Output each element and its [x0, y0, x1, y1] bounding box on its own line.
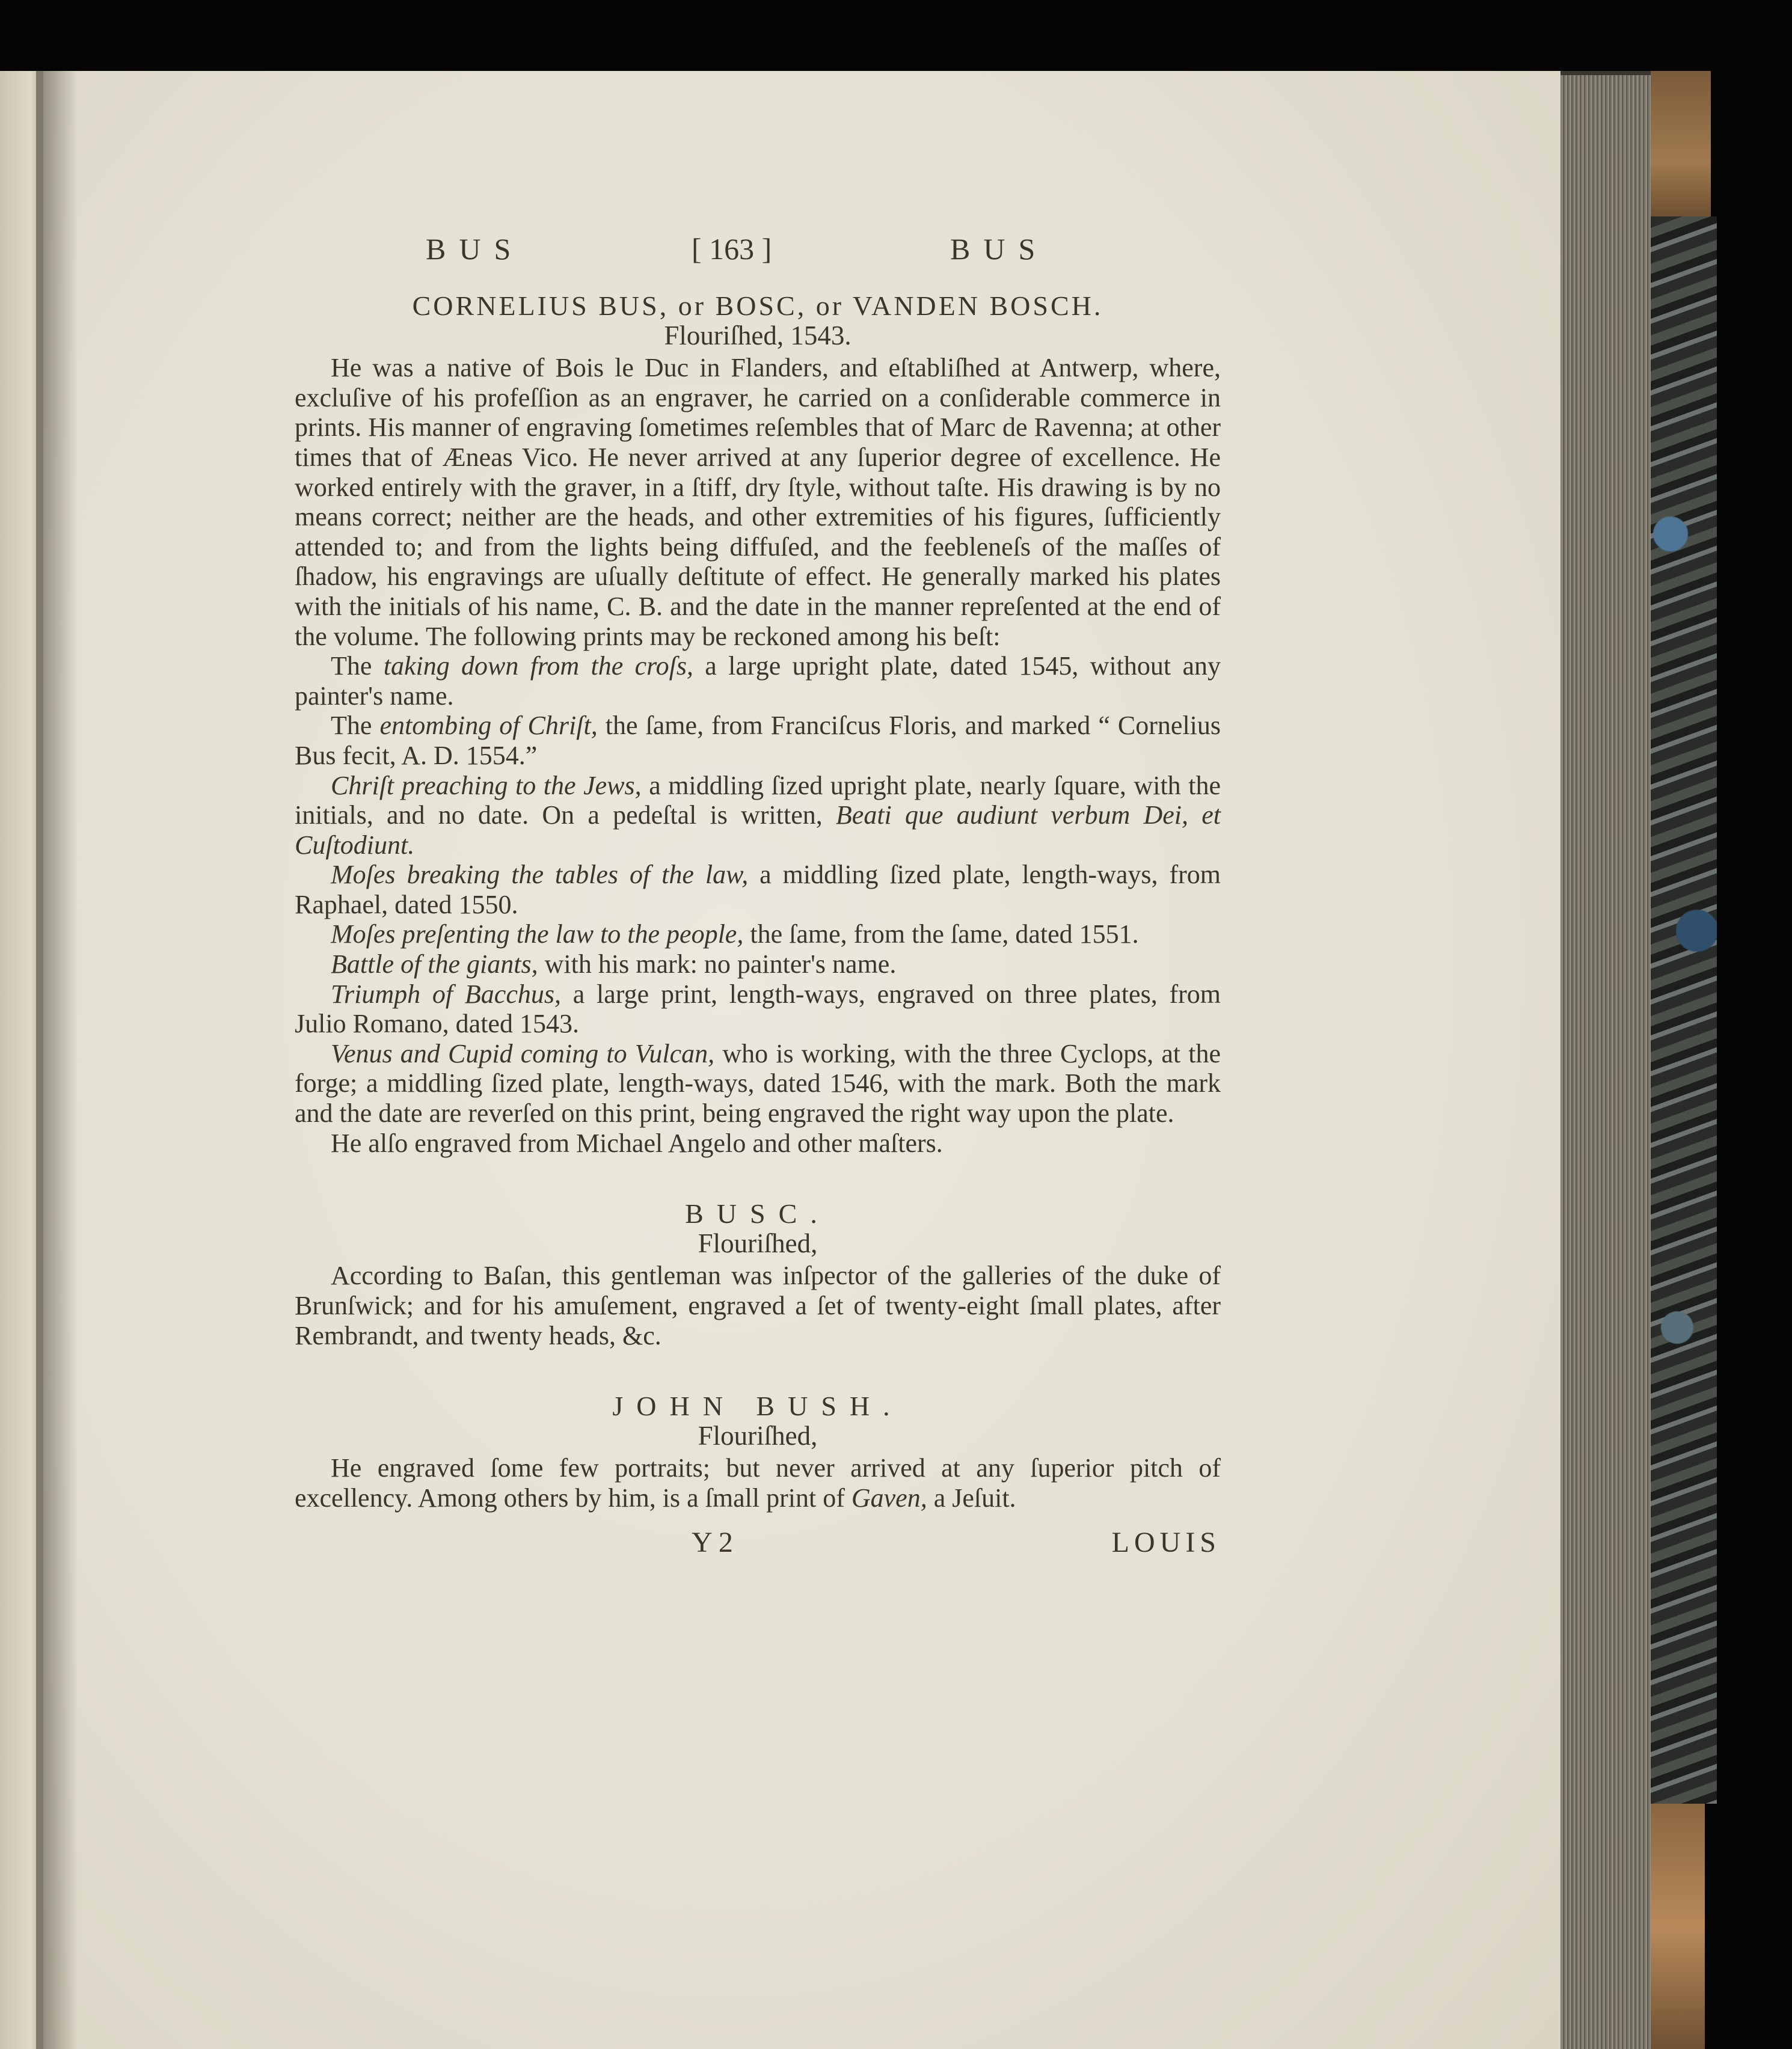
page-fore-edge — [1560, 75, 1651, 2049]
catchword: LOUIS — [1111, 1526, 1221, 1558]
running-head — [295, 234, 1221, 283]
print-item: Triumph of Bacchus, a large print, length-ways, engraved on three plates, from Julio Romano, dated 1543. — [295, 979, 1221, 1039]
print-item: Moſes preſenting the law to the people, the ſame, from the ſame, dated 1551. — [331, 919, 1139, 949]
gutter-shadow — [36, 71, 78, 2049]
entry-closing: He alſo engraved from Michael Angelo and other maſters. — [331, 1128, 943, 1158]
print-title: Gaven, — [851, 1483, 927, 1513]
print-title: Moſes preſenting the law to the people, — [331, 919, 744, 949]
print-title: Moſes breaking the tables of the law, — [331, 860, 749, 890]
print-title: Venus and Cupid coming to Vulcan, — [331, 1038, 715, 1068]
print-title: Battle of the giants, — [331, 949, 538, 979]
print-item: Moſes breaking the tables of the law, a middling ſized plate, length-ways, from Raphael, dated 1550. — [295, 860, 1221, 919]
running-head-left: BUS — [426, 232, 524, 266]
print-item: Venus and Cupid coming to Vulcan, who is working, with the three Cyclops, at the forge; a middling ſized plate, length-ways, dated 1546, with the mark. Both the mark and the date are reverſed on this print, being engraved the right way upon the plate. — [295, 1038, 1221, 1129]
entry-paragraph: He was a native of Bois le Duc in Flanders, and eſtabliſhed at Antwerp, where, excluſive of his profeſſion as an engraver, he carried on a conſiderable commerce in prints. His manner of engraving ſometimes reſembles that of Marc de Ravenna; at other times that of Æneas Vico. He never arrived at any ſuperior degree of excellence. He worked entirely with the graver, in a ſtiff, dry ſtyle, without taſte. His drawing is by no means correct; neither are the heads, and other extremities of his figures, ſufficiently attended to; and from the lights being diffuſed, and the feebleneſs of the maſſes of ſhadow, his engravings are uſually deſtitute of effect. He generally marked his plates with the initials of his name, C. B. and the date in the manner repreſented at the end of the volume. The following prints may be reckoned among his beſt: — [295, 353, 1221, 651]
print-title: entombing of Chriſt, — [379, 711, 598, 741]
entry-heading: CORNELIUS BUS, or BOSC, or VANDEN BOSCH. — [412, 290, 1103, 321]
page-footer — [295, 1528, 1221, 1564]
print-title: taking down from the croſs, — [383, 651, 693, 681]
print-item: The taking down from the croſs, a large upright plate, dated 1545, without any painter's name. — [295, 651, 1221, 711]
folio: [ 163 ] — [692, 232, 772, 266]
marbled-board — [1651, 216, 1717, 1804]
entry-dates: Flouriſhed, — [698, 1228, 818, 1258]
inscription: Beati que audiunt verbum Dei, et Cuſtodiunt. — [295, 800, 1221, 860]
leather-corner-top — [1651, 71, 1711, 221]
page-text — [295, 234, 1221, 1564]
entry-dates: Flouriſhed, 1543. — [664, 320, 852, 351]
leather-corner-bottom — [1651, 1804, 1705, 2049]
print-title: Chriſt preaching to the Jews, — [331, 770, 642, 800]
entry-heading: JOHN BUSH. — [612, 1391, 903, 1422]
signature-mark: Y 2 — [692, 1526, 733, 1558]
print-item: Chriſt preaching to the Jews, a middling ſized upright plate, nearly ſquare, with the initials, and no date. On a pedeſtal is written, Beati que audiunt verbum Dei, et Cuſtodiunt. — [295, 770, 1221, 860]
entry-dates: Flouriſhed, — [698, 1420, 818, 1451]
print-item: The entombing of Chriſt, the ſame, from Franciſcus Floris, and marked “ Cornelius Bus fecit, A. D. 1554.” — [295, 711, 1221, 770]
running-head-right: BUS — [950, 232, 1049, 266]
entry-paragraph: According to Baſan, this gentleman was inſpector of the galleries of the duke of Brunſwick; and for his amuſement, engraved a ſet of twenty-eight ſmall plates, after Rembrandt, and twenty heads, &c. — [295, 1261, 1221, 1350]
entry-paragraph: He engraved ſome few portraits; but never arrived at any ſuperior pitch of excellency. Among others by him, is a ſmall print of Gaven, a Jeſuit. — [295, 1453, 1221, 1513]
entry-heading: BUSC. — [685, 1198, 830, 1230]
print-item: Battle of the giants, with his mark: no painter's name. — [331, 949, 897, 979]
print-title: Triumph of Bacchus, — [331, 979, 561, 1009]
